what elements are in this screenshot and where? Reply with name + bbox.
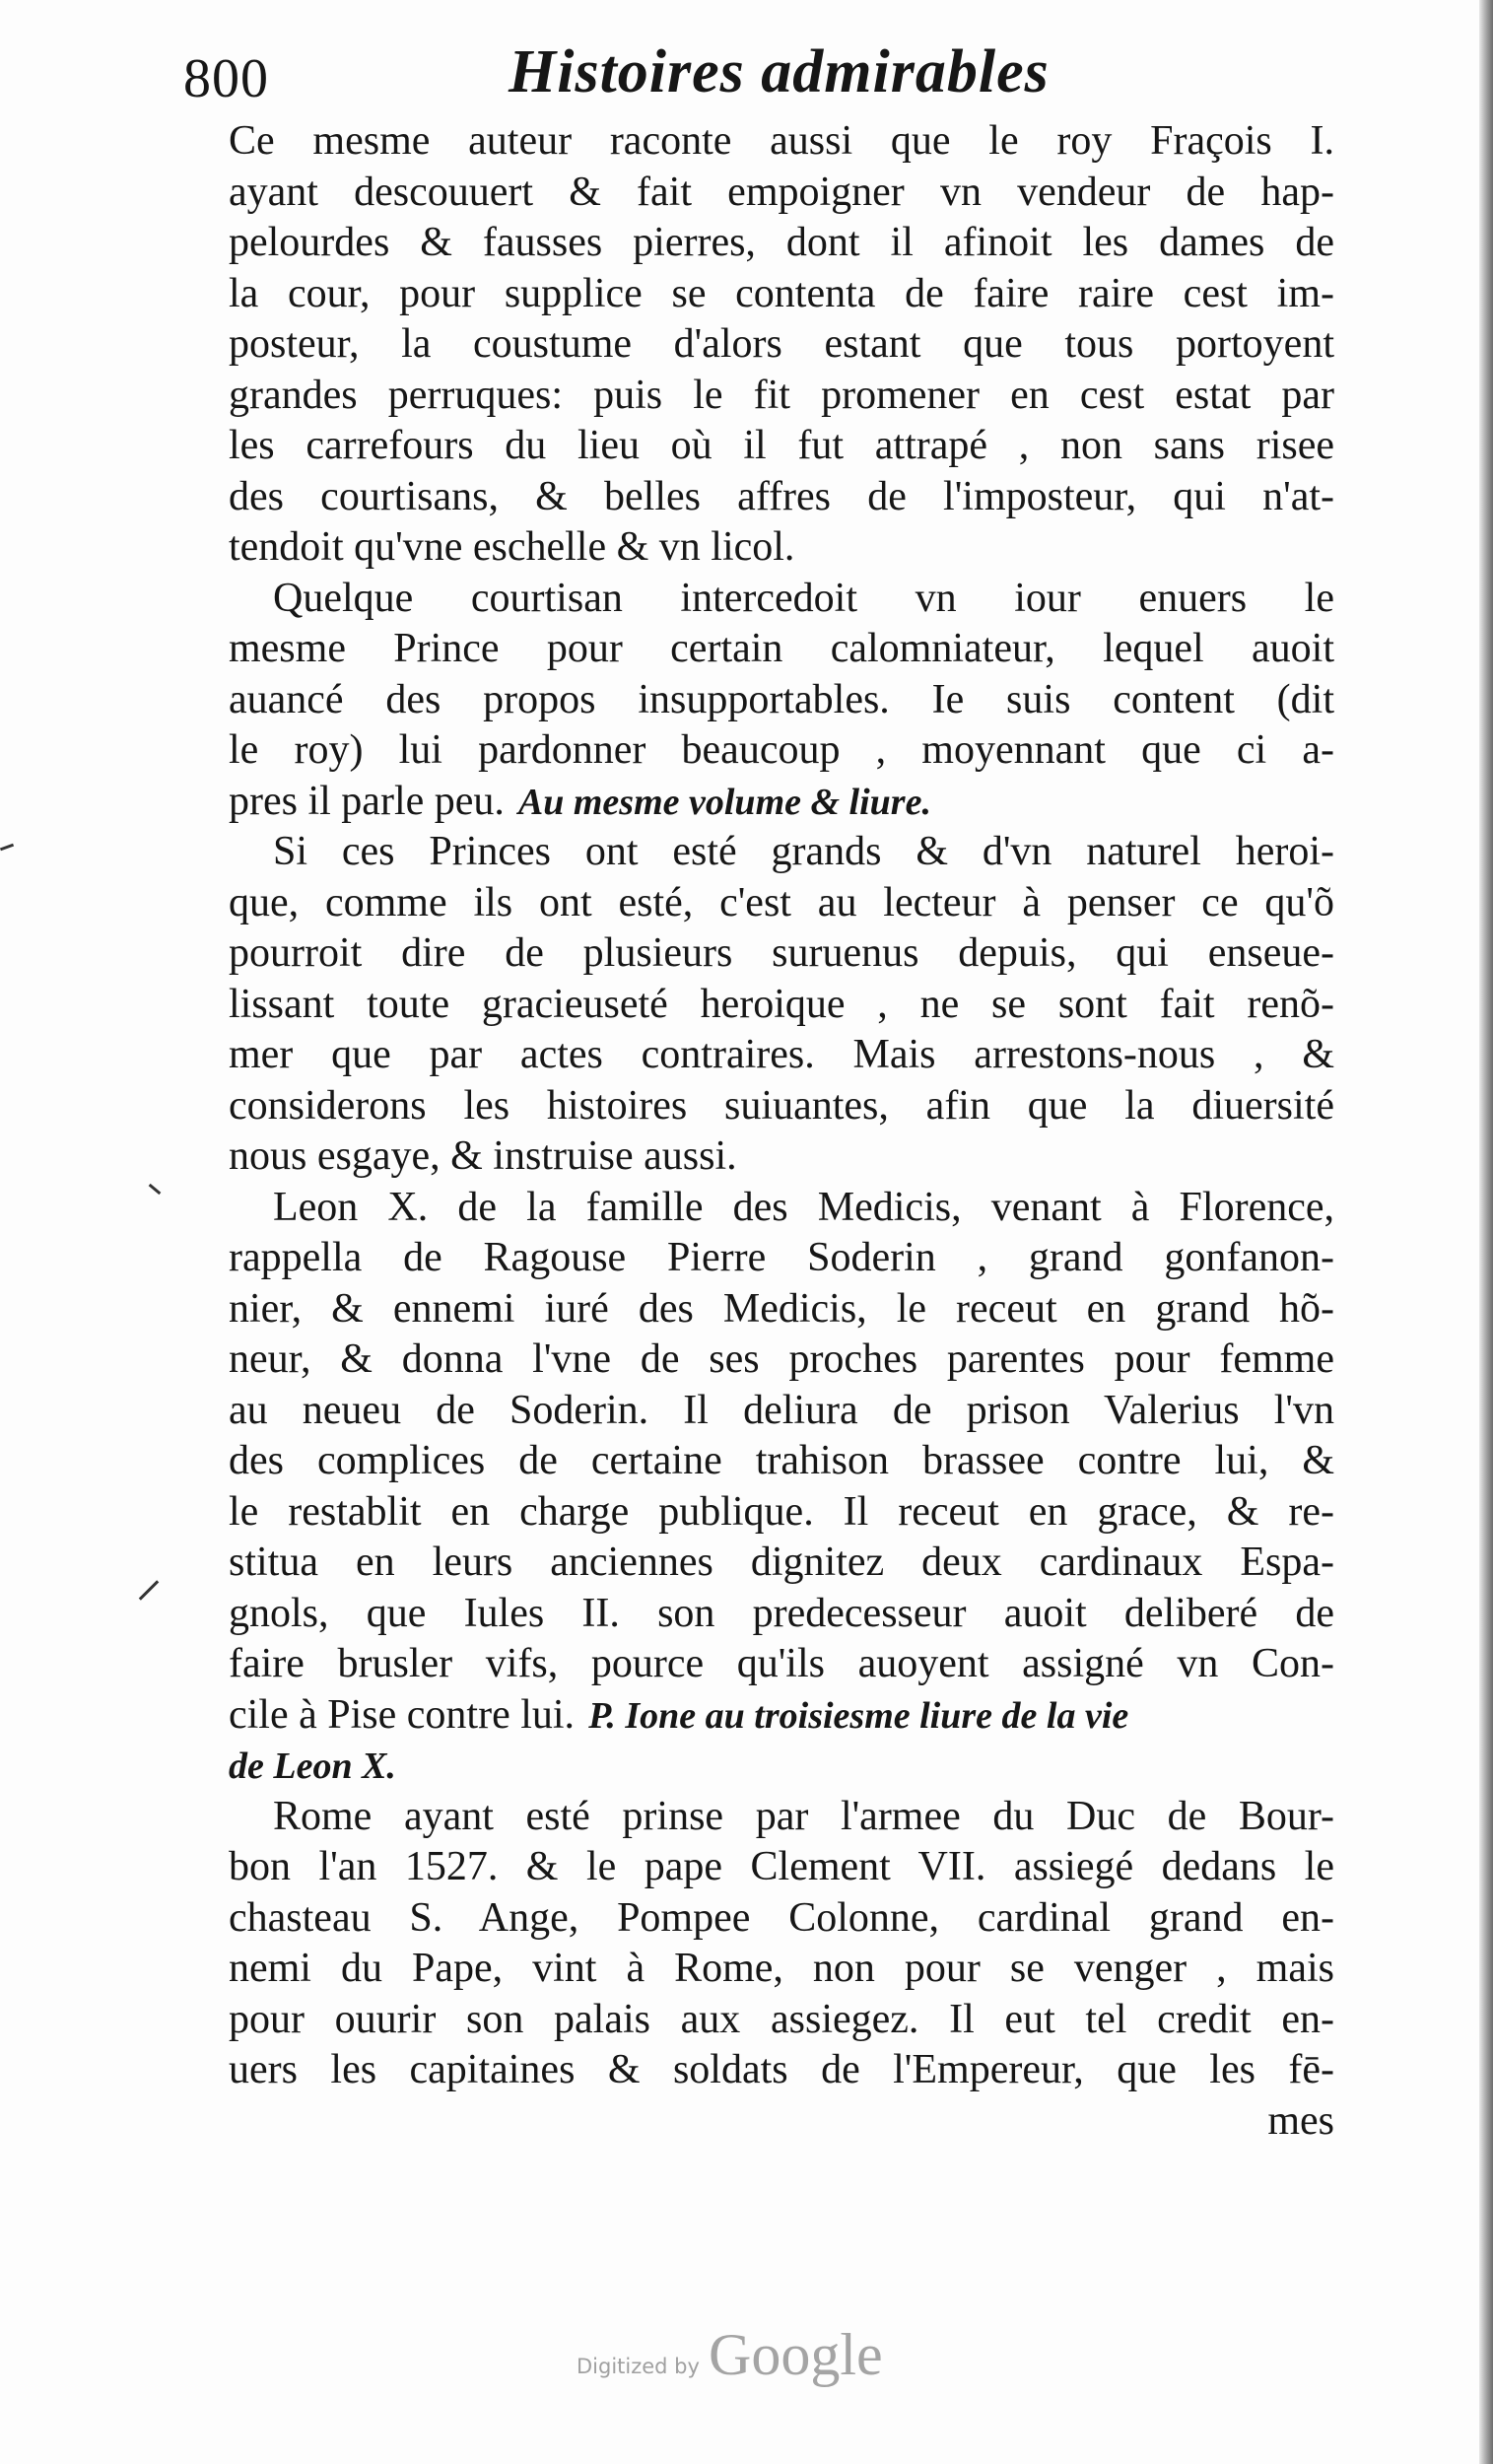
line-text: pourroit dire de plusieurs suruenus depuis, qui enseue-	[229, 930, 1334, 976]
text-line	[229, 1893, 1334, 1945]
text-line	[229, 1233, 1334, 1284]
line-text: ayant descouuert & fait empoigner vn vendeur de hap-	[229, 169, 1334, 215]
line-text: Rome ayant esté prinse par l'armee du Duc de Bour-	[273, 1793, 1334, 1839]
line-text: considerons les histoires suiuantes, afin que la diuersité	[229, 1082, 1334, 1129]
text-line	[229, 574, 1334, 625]
line-text: neur, & donna l'vne de ses proches parentes pour femme	[229, 1336, 1334, 1382]
line-text: pres il parle peu.	[229, 778, 505, 824]
line-text: Quelque courtisan intercedoit vn iour enuers le	[273, 575, 1334, 621]
text-line	[229, 1842, 1334, 1893]
text-line	[229, 522, 1334, 574]
text-line	[229, 1131, 1334, 1183]
line-text: grandes perruques: puis le fit promener en cest estat par	[229, 372, 1334, 418]
page-header	[183, 37, 1317, 116]
line-text: le restablit en charge publique. Il receut en grace, & re-	[229, 1488, 1334, 1535]
text-line	[229, 1183, 1334, 1234]
text-line	[229, 269, 1334, 320]
line-text: nier, & ennemi iuré des Medicis, le receut en grand hõ-	[229, 1285, 1334, 1332]
text-line	[229, 168, 1334, 219]
text-line	[229, 1792, 1334, 1843]
text-line	[229, 1538, 1334, 1589]
text-line	[229, 1741, 1334, 1792]
page-edge-shadow	[1479, 0, 1493, 2464]
line-text: mes	[1267, 2097, 1334, 2144]
line-text: Ce mesme auteur raconte aussi que le roy Fraçois I.	[229, 118, 1334, 164]
line-text: Si ces Princes ont esté grands & d'vn naturel heroi-	[273, 829, 1334, 874]
text-line	[229, 1436, 1334, 1487]
line-text: stitua en leurs anciennes dignitez deux cardinaux Espa-	[229, 1540, 1334, 1585]
text-line	[229, 624, 1334, 675]
margin-mark	[139, 1580, 160, 1601]
text-line	[229, 675, 1334, 726]
text-line	[229, 1487, 1334, 1539]
text-line	[229, 1589, 1334, 1640]
text-line	[229, 1030, 1334, 1081]
text-line	[229, 928, 1334, 980]
margin-mark	[0, 844, 14, 852]
text-line	[229, 980, 1334, 1031]
google-logo: Google	[709, 2322, 883, 2387]
marginal-citation: de Leon X.	[229, 1745, 396, 1787]
page-number: 800	[183, 48, 269, 109]
line-text: mesme Prince pour certain calomniateur, lequel auoit	[229, 626, 1334, 671]
marginal-citation: Au mesme volume & liure.	[517, 781, 931, 823]
body-text	[229, 116, 1334, 2147]
text-line	[229, 116, 1334, 168]
line-text: Leon X. de la famille des Medicis, venant à Florence,	[273, 1184, 1334, 1230]
text-line	[229, 2096, 1334, 2148]
line-text: lissant toute gracieuseté heroique , ne se sont fait renõ-	[229, 981, 1334, 1027]
text-line	[229, 777, 1334, 828]
margin-mark	[149, 1184, 162, 1195]
text-line	[229, 1944, 1334, 1995]
text-line	[229, 472, 1334, 523]
text-line	[229, 1386, 1334, 1437]
line-text: posteur, la coustume d'alors estant que tous portoyent	[229, 321, 1334, 367]
line-text: les carrefours du lieu où il fut attrapé , non sans risee	[229, 423, 1334, 468]
text-line	[229, 1284, 1334, 1335]
line-text: des complices de certaine trahison brassee contre lui, &	[229, 1438, 1334, 1483]
line-text: nous esgaye, & instruise aussi.	[229, 1133, 737, 1179]
line-text: bon l'an 1527. & le pape Clement VII. assiegé dedans le	[229, 1844, 1334, 1889]
text-line	[229, 827, 1334, 878]
marginal-citation: P. Ione au troisiesme liure de la vie	[588, 1694, 1129, 1737]
line-text: pelourdes & fausses pierres, dont il afinoit les dames de	[229, 220, 1334, 265]
text-line	[229, 878, 1334, 929]
text-line	[229, 1639, 1334, 1690]
text-line	[229, 2045, 1334, 2096]
text-line	[229, 1335, 1334, 1386]
text-line	[229, 725, 1334, 777]
digitized-label: Digitized by	[577, 2355, 700, 2378]
line-text: chasteau S. Ange, Pompee Colonne, cardinal grand en-	[229, 1894, 1334, 1941]
text-line	[229, 371, 1334, 422]
line-text: tendoit qu'vne eschelle & vn licol.	[229, 524, 795, 570]
text-line	[229, 1995, 1334, 2046]
line-text: faire brusler vifs, pource qu'ils auoyent assigné vn Con-	[229, 1641, 1334, 1686]
line-text: au neueu de Soderin. Il deliura de prison Valerius l'vn	[229, 1387, 1334, 1433]
text-line	[229, 1690, 1334, 1742]
text-line	[229, 218, 1334, 269]
line-text: pour ouurir son palais aux assiegez. Il eut tel credit en-	[229, 1996, 1334, 2042]
digitized-by-google-watermark	[577, 2321, 921, 2400]
line-text: uers les capitaines & soldats de l'Empereur, que les fē-	[229, 2047, 1334, 2092]
line-text: rappella de Ragouse Pierre Soderin , grand gonfanon-	[229, 1235, 1334, 1280]
line-text: nemi du Pape, vint à Rome, non pour se venger , mais	[229, 1946, 1334, 1991]
line-text: mer que par actes contraires. Mais arrestons-nous , &	[229, 1032, 1334, 1077]
line-text: cile à Pise contre lui.	[229, 1691, 576, 1738]
text-line	[229, 421, 1334, 472]
text-line	[229, 1081, 1334, 1132]
line-text: gnols, que Iules II. son predecesseur auoit deliberé de	[229, 1590, 1334, 1636]
line-text: des courtisans, & belles affres de l'imposteur, qui n'at-	[229, 473, 1334, 519]
text-line	[229, 319, 1334, 371]
running-title: Histoires admirables	[509, 38, 1050, 105]
line-text: la cour, pour supplice se contenta de faire raire cest im-	[229, 270, 1334, 316]
line-text: auancé des propos insupportables. Ie suis content (dit	[229, 676, 1334, 722]
line-text: le roy) lui pardonner beaucoup , moyennant que ci a-	[229, 727, 1334, 773]
line-text: que, comme ils ont esté, c'est au lecteur à penser ce qu'õ	[229, 879, 1334, 925]
